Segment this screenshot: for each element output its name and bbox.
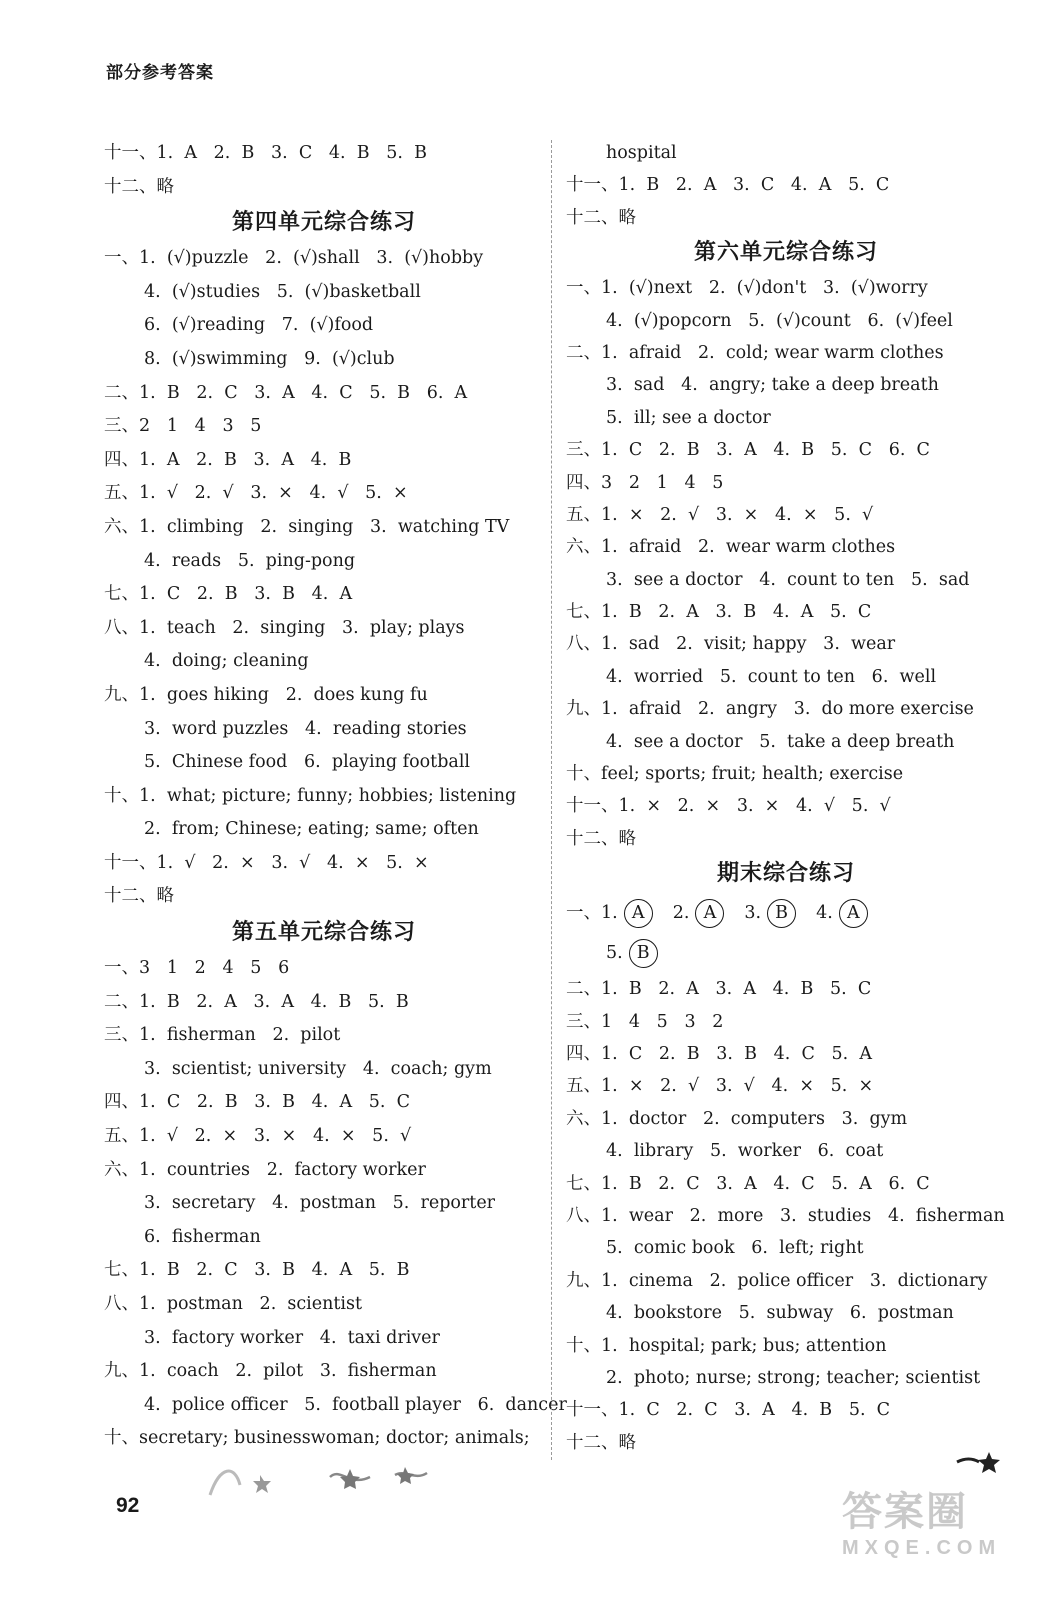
circled-choice: A xyxy=(624,899,653,928)
answer-line: 十、feel; sports; fruit; health; exercise xyxy=(566,764,904,785)
answer-line: 3. scientist; university 4. coach; gym xyxy=(144,1058,492,1079)
flower-decoration-icon xyxy=(200,1455,440,1505)
question-number: 2. xyxy=(672,903,690,924)
answer-line: 十一、1. × 2. × 3. × 4. √ 5. √ xyxy=(566,796,891,817)
column-divider xyxy=(551,140,552,1460)
answer-line: 4. bookstore 5. subway 6. postman xyxy=(606,1303,954,1324)
answer-line: 5. comic book 6. left; right xyxy=(606,1238,864,1259)
answer-line: 二、1. afraid 2. cold; wear warm clothes xyxy=(566,342,944,363)
answer-line: 4. worried 5. count to ten 6. well xyxy=(606,666,937,687)
answer-line: 六、1. afraid 2. wear warm clothes xyxy=(566,537,896,558)
answer-line: 十二、略 xyxy=(566,1432,636,1453)
question-number: 3. xyxy=(744,903,762,924)
answer-line: 3. see a doctor 4. count to ten 5. sad xyxy=(606,569,970,590)
answer-line: 五、1. × 2. √ 3. √ 4. × 5. × xyxy=(566,1076,874,1097)
answer-line: 十一、1. A 2. B 3. C 4. B 5. B xyxy=(104,143,427,163)
circled-answer-line xyxy=(566,933,1006,973)
answer-line: 七、1. B 2. A 3. B 4. A 5. C xyxy=(566,602,872,623)
section-heading: 期末综合练习 xyxy=(716,861,855,887)
answer-line: 一、1. (√)next 2. (√)don't 3. (√)worry xyxy=(566,278,928,299)
answer-line: 九、1. afraid 2. angry 3. do more exercise xyxy=(566,699,974,720)
answer-line: 七、1. B 2. C 3. A 4. C 5. A 6. C xyxy=(566,1173,930,1194)
answer-line: 九、1. cinema 2. police officer 3. dictionary xyxy=(566,1270,988,1291)
answer-line: 3. word puzzles 4. reading stories xyxy=(144,718,467,739)
answer-line: 三、1. fisherman 2. pilot xyxy=(104,1025,341,1046)
answer-line: 4. police officer 5. football player 6. dancer xyxy=(144,1394,567,1415)
page-number: 92 xyxy=(116,1494,140,1517)
answer-line: 四、1. C 2. B 3. B 4. A 5. C xyxy=(104,1092,411,1113)
answer-line: 十、1. hospital; park; bus; attention xyxy=(566,1335,887,1356)
answer-line: 3. factory worker 4. taxi driver xyxy=(144,1327,440,1348)
site-watermark xyxy=(842,1480,1001,1560)
circled-choice: A xyxy=(695,899,724,928)
answer-line: 五、1. √ 2. × 3. × 4. × 5. √ xyxy=(104,1126,412,1147)
answer-line: hospital xyxy=(606,143,677,163)
answer-line: 6. fisherman xyxy=(144,1226,261,1247)
answer-line: 一、1. (√)puzzle 2. (√)shall 3. (√)hobby xyxy=(104,248,484,269)
answer-line: 5. ill; see a doctor xyxy=(606,407,771,428)
answer-line: 4. (√)popcorn 5. (√)count 6. (√)feel xyxy=(606,310,953,331)
answer-line: 二、1. B 2. C 3. A 4. C 5. B 6. A xyxy=(104,382,468,403)
answer-line: 8. (√)swimming 9. (√)club xyxy=(144,348,395,369)
answer-line: 4. reads 5. ping-pong xyxy=(144,550,356,571)
answer-line: 十二、略 xyxy=(104,886,174,907)
answer-line: 十一、1. B 2. A 3. C 4. A 5. C xyxy=(566,175,890,196)
circled-choice: A xyxy=(839,899,868,928)
answer-line: 七、1. B 2. C 3. B 4. A 5. B xyxy=(104,1260,410,1281)
answer-line: 二、1. B 2. A 3. A 4. B 5. C xyxy=(566,979,872,1000)
answer-line: 一、3 1 2 4 5 6 xyxy=(104,958,290,979)
answer-line: 4. doing; cleaning xyxy=(144,651,309,672)
answer-line: 四、1. C 2. B 3. B 4. C 5. A xyxy=(566,1043,873,1064)
answer-line: 八、1. teach 2. singing 3. play; plays xyxy=(104,617,465,638)
answer-line: 六、1. climbing 2. singing 3. watching TV xyxy=(104,516,510,537)
section-heading: 第六单元综合练习 xyxy=(693,240,878,266)
question-prefix: 一、 xyxy=(566,903,601,924)
answer-line: 四、1. A 2. B 3. A 4. B xyxy=(104,449,352,470)
right-answer-column xyxy=(566,137,1006,1459)
section-heading: 第五单元综合练习 xyxy=(231,920,416,946)
answer-line: 十、secretary; businesswoman; doctor; animals; xyxy=(104,1428,530,1449)
answer-line: 5. Chinese food 6. playing football xyxy=(144,752,471,773)
answer-line: 八、1. sad 2. visit; happy 3. wear xyxy=(566,634,896,655)
answer-line: 三、2 1 4 3 5 xyxy=(104,416,262,437)
answer-line: 十二、略 xyxy=(566,828,636,849)
answer-line: 二、1. B 2. A 3. A 4. B 5. B xyxy=(104,991,409,1012)
answer-line: 十二、略 xyxy=(104,176,174,197)
watermark-sub-text: MXQE.COM xyxy=(842,1537,1002,1559)
page-header-title: 部分参考答案 xyxy=(106,63,214,83)
answer-line: 九、1. goes hiking 2. does kung fu xyxy=(104,684,428,705)
watermark-main-text: 答案圈 xyxy=(842,1490,968,1534)
section-heading: 第四单元综合练习 xyxy=(231,210,416,236)
answer-line: 2. from; Chinese; eating; same; often xyxy=(144,819,479,840)
answer-line: 十二、略 xyxy=(566,207,636,228)
answer-line: 十一、1. √ 2. × 3. √ 4. × 5. × xyxy=(104,852,429,873)
question-number: 5. xyxy=(606,943,623,964)
star-ornament-icon xyxy=(955,1448,1005,1474)
answer-line: 六、1. doctor 2. computers 3. gym xyxy=(566,1108,908,1129)
answer-line: 3. sad 4. angry; take a deep breath xyxy=(606,375,939,396)
circled-choice: B xyxy=(629,939,658,968)
question-number: 4. xyxy=(816,903,833,924)
answer-line: 十、1. what; picture; funny; hobbies; listening xyxy=(104,785,517,806)
question-number: 1. xyxy=(601,903,618,924)
circled-answer-line xyxy=(566,893,1006,933)
answer-line: 4. see a doctor 5. take a deep breath xyxy=(606,731,955,752)
left-answer-column xyxy=(104,137,567,1456)
answer-line: 八、1. wear 2. more 3. studies 4. fisherman xyxy=(566,1205,1005,1226)
answer-line: 6. (√)reading 7. (√)food xyxy=(144,315,374,336)
answer-line: 3. secretary 4. postman 5. reporter xyxy=(144,1193,496,1214)
answer-line: 九、1. coach 2. pilot 3. fisherman xyxy=(104,1361,437,1382)
answer-line: 十一、1. C 2. C 3. A 4. B 5. C xyxy=(566,1400,891,1421)
answer-line: 五、1. √ 2. √ 3. × 4. √ 5. × xyxy=(104,483,408,504)
answer-line: 三、1. C 2. B 3. A 4. B 5. C 6. C xyxy=(566,440,930,461)
answer-line: 4. (√)studies 5. (√)basketball xyxy=(144,281,421,302)
answer-line: 4. library 5. worker 6. coat xyxy=(606,1141,884,1162)
answer-line: 三、1 4 5 3 2 xyxy=(566,1011,724,1032)
answer-line: 七、1. C 2. B 3. B 4. A xyxy=(104,584,353,605)
circled-choice: B xyxy=(767,899,796,928)
answer-line: 八、1. postman 2. scientist xyxy=(104,1294,363,1314)
answer-line: 四、3 2 1 4 5 xyxy=(566,472,724,493)
answer-line: 五、1. × 2. √ 3. × 4. × 5. √ xyxy=(566,504,874,525)
answer-line: 2. photo; nurse; strong; teacher; scientist xyxy=(606,1367,981,1388)
answer-line: 六、1. countries 2. factory worker xyxy=(104,1159,426,1180)
